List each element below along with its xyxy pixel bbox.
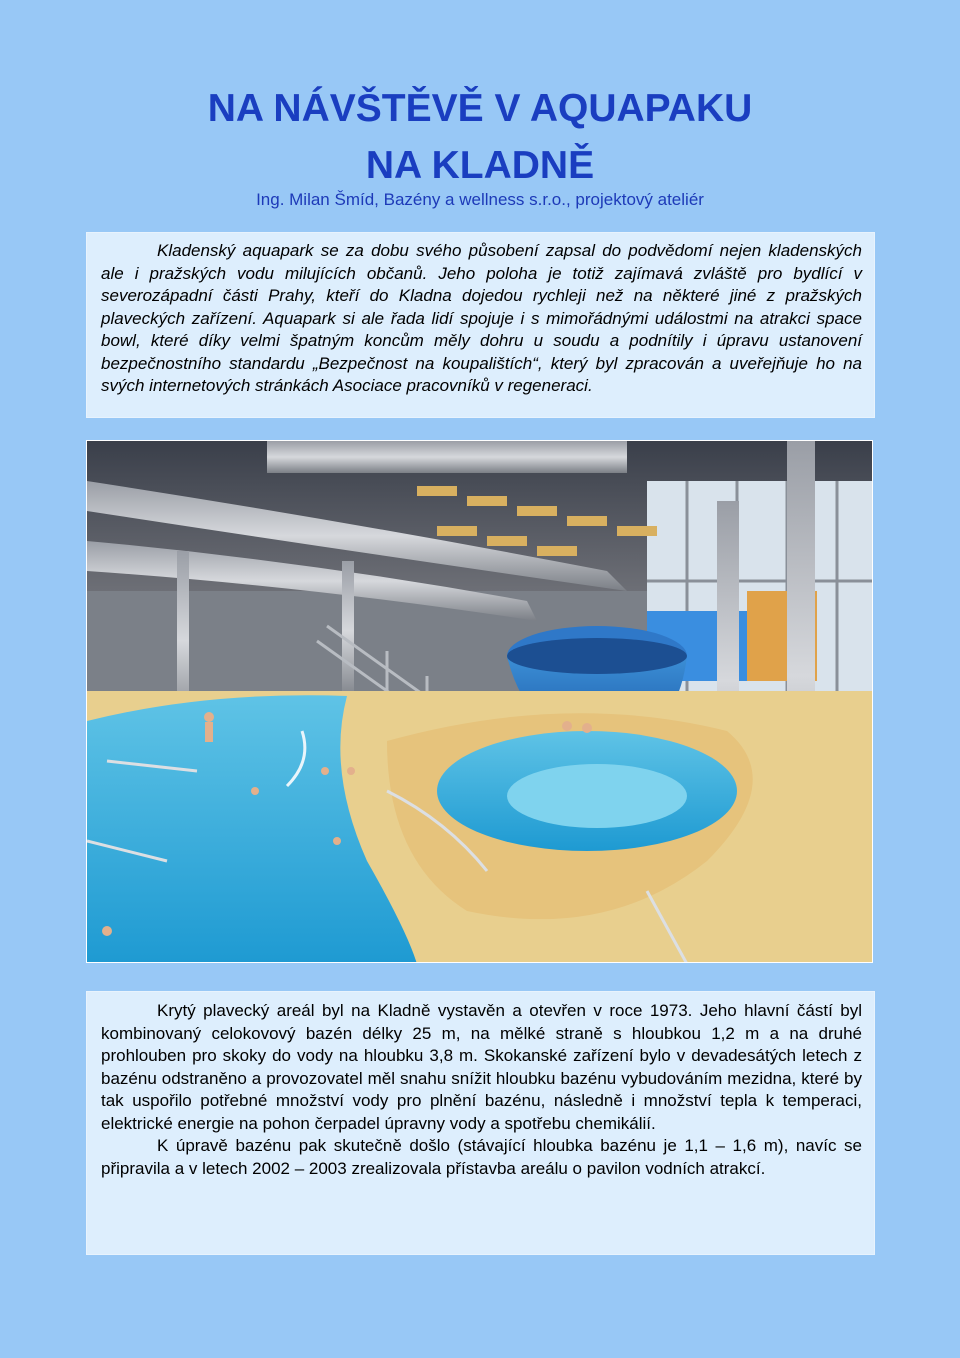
body-paragraph-2: K úpravě bazénu pak skutečně došlo (stávající hloubka bazénu je 1,1 – 1,6 m), navíc se připravila a v letech 2002 – 2003 zrealizovala přístavba areálu o pavilon vodních atrakcí. xyxy=(101,1136,862,1178)
byline: Ing. Milan Šmíd, Bazény a wellness s.r.o., projektový ateliér xyxy=(256,190,704,209)
intro-box xyxy=(86,232,875,418)
aquapark-photo xyxy=(86,440,873,963)
body-box xyxy=(86,991,875,1255)
title-line-2: NA KLADNĚ xyxy=(365,144,595,187)
body-paragraph-1: Krytý plavecký areál byl na Kladně vystavěn a otevřen v roce 1973. Jeho hlavní částí byl kombinovaný celokovový bazén délky 25 m, na mělké straně s hloubkou 1,2 m a na druhé prohlouben pro skoky do vody na hloubku 3,8 m. Skokanské zařízení bylo v devadesátých letech z bazénu odstraněno a provozovatel měl snahu snížit hloubku bazénu vybudováním mezidna, které by tak uspořilo potřebné množství vody pro plnění bazénu, následně i množství tepla k temperaci, elektrické energie na pohon čerpadel úpravny vody a spotřebu chemikálií. xyxy=(101,1001,862,1133)
intro-paragraph: Kladenský aquapark se za dobu svého působení zapsal do podvědomí nejen kladenských ale i pražských vodu milujících občanů. Jeho poloha je totiž zajímavá zvláště pro bydlící v severozápadní části Prahy, kteří do Kladna dojedou rychleji než na některé jiné z pražských plaveckých zařízení. Aquapark si ale řada lidí spojuje i s mimořádnými událostmi na atrakci space bowl, které díky velmi špatným koncům měly dohru u soudu a podnítily i úpravu ustanovení bezpečnostního standardu „Bezpečnost na koupalištích“, který byl zpracován a uveřejňuje ho na svých internetových stránkách Asociace pracovníků v regeneraci. xyxy=(101,241,862,395)
title-line-1: NA NÁVŠTĚVĚ V AQUAPAKU xyxy=(207,87,753,130)
